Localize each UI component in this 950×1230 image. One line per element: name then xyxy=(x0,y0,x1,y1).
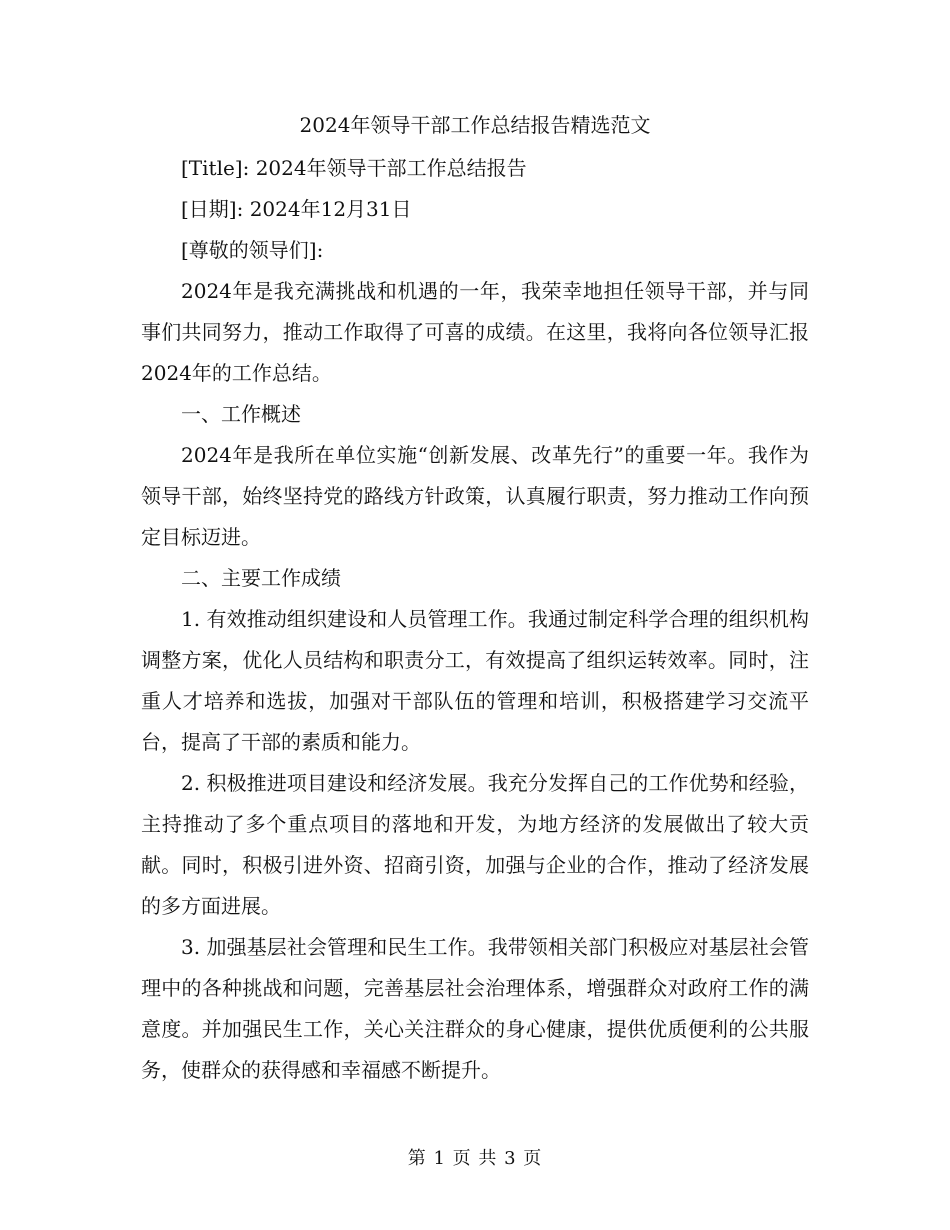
salutation-line: [尊敬的领导们]: xyxy=(181,238,324,262)
intro-paragraph: 2024年是我充满挑战和机遇的一年，我荣幸地担任领导干部，并与同事们共同努力，推动工作取得了可喜的成绩。在这里，我将向各位领导汇报2024年的工作总结。 xyxy=(141,279,809,385)
document-body xyxy=(141,148,809,1091)
date-line: [日期]: 2024年12月31日 xyxy=(181,197,412,221)
section-heading-achievements: 二、主要工作成绩 xyxy=(181,566,341,590)
achievement-item-2: 2. 积极推进项目建设和经济发展。我充分发挥自己的工作优势和经验，主持推动了多个重点项目的落地和开发，为地方经济的发展做出了较大贡献。同时，积极引进外资、招商引资，加强与企业的合作，推动了经济发展的多方面进展。 xyxy=(141,771,809,918)
page-number-footer: 第 1 页 共 3 页 xyxy=(407,1148,543,1169)
achievement-item-1: 1. 有效推动组织建设和人员管理工作。我通过制定科学合理的组织机构调整方案，优化人员结构和职责分工，有效提高了组织运转效率。同时，注重人才培养和选拔，加强对干部队伍的管理和培训，积极搭建学习交流平台，提高了干部的素质和能力。 xyxy=(141,607,809,754)
section-heading-overview: 一、工作概述 xyxy=(181,402,301,426)
document-title: 2024年领导干部工作总结报告精选范文 xyxy=(299,113,651,137)
title-line: [Title]: 2024年领导干部工作总结报告 xyxy=(181,156,527,180)
achievement-item-3: 3. 加强基层社会管理和民生工作。我带领相关部门积极应对基层社会管理中的各种挑战和问题，完善基层社会治理体系，增强群众对政府工作的满意度。并加强民生工作，关心关注群众的身心健康，提供优质便利的公共服务，使群众的获得感和幸福感不断提升。 xyxy=(141,935,809,1082)
overview-paragraph: 2024年是我所在单位实施“创新发展、改革先行”的重要一年。我作为领导干部，始终坚持党的路线方针政策，认真履行职责，努力推动工作向预定目标迈进。 xyxy=(141,443,809,549)
